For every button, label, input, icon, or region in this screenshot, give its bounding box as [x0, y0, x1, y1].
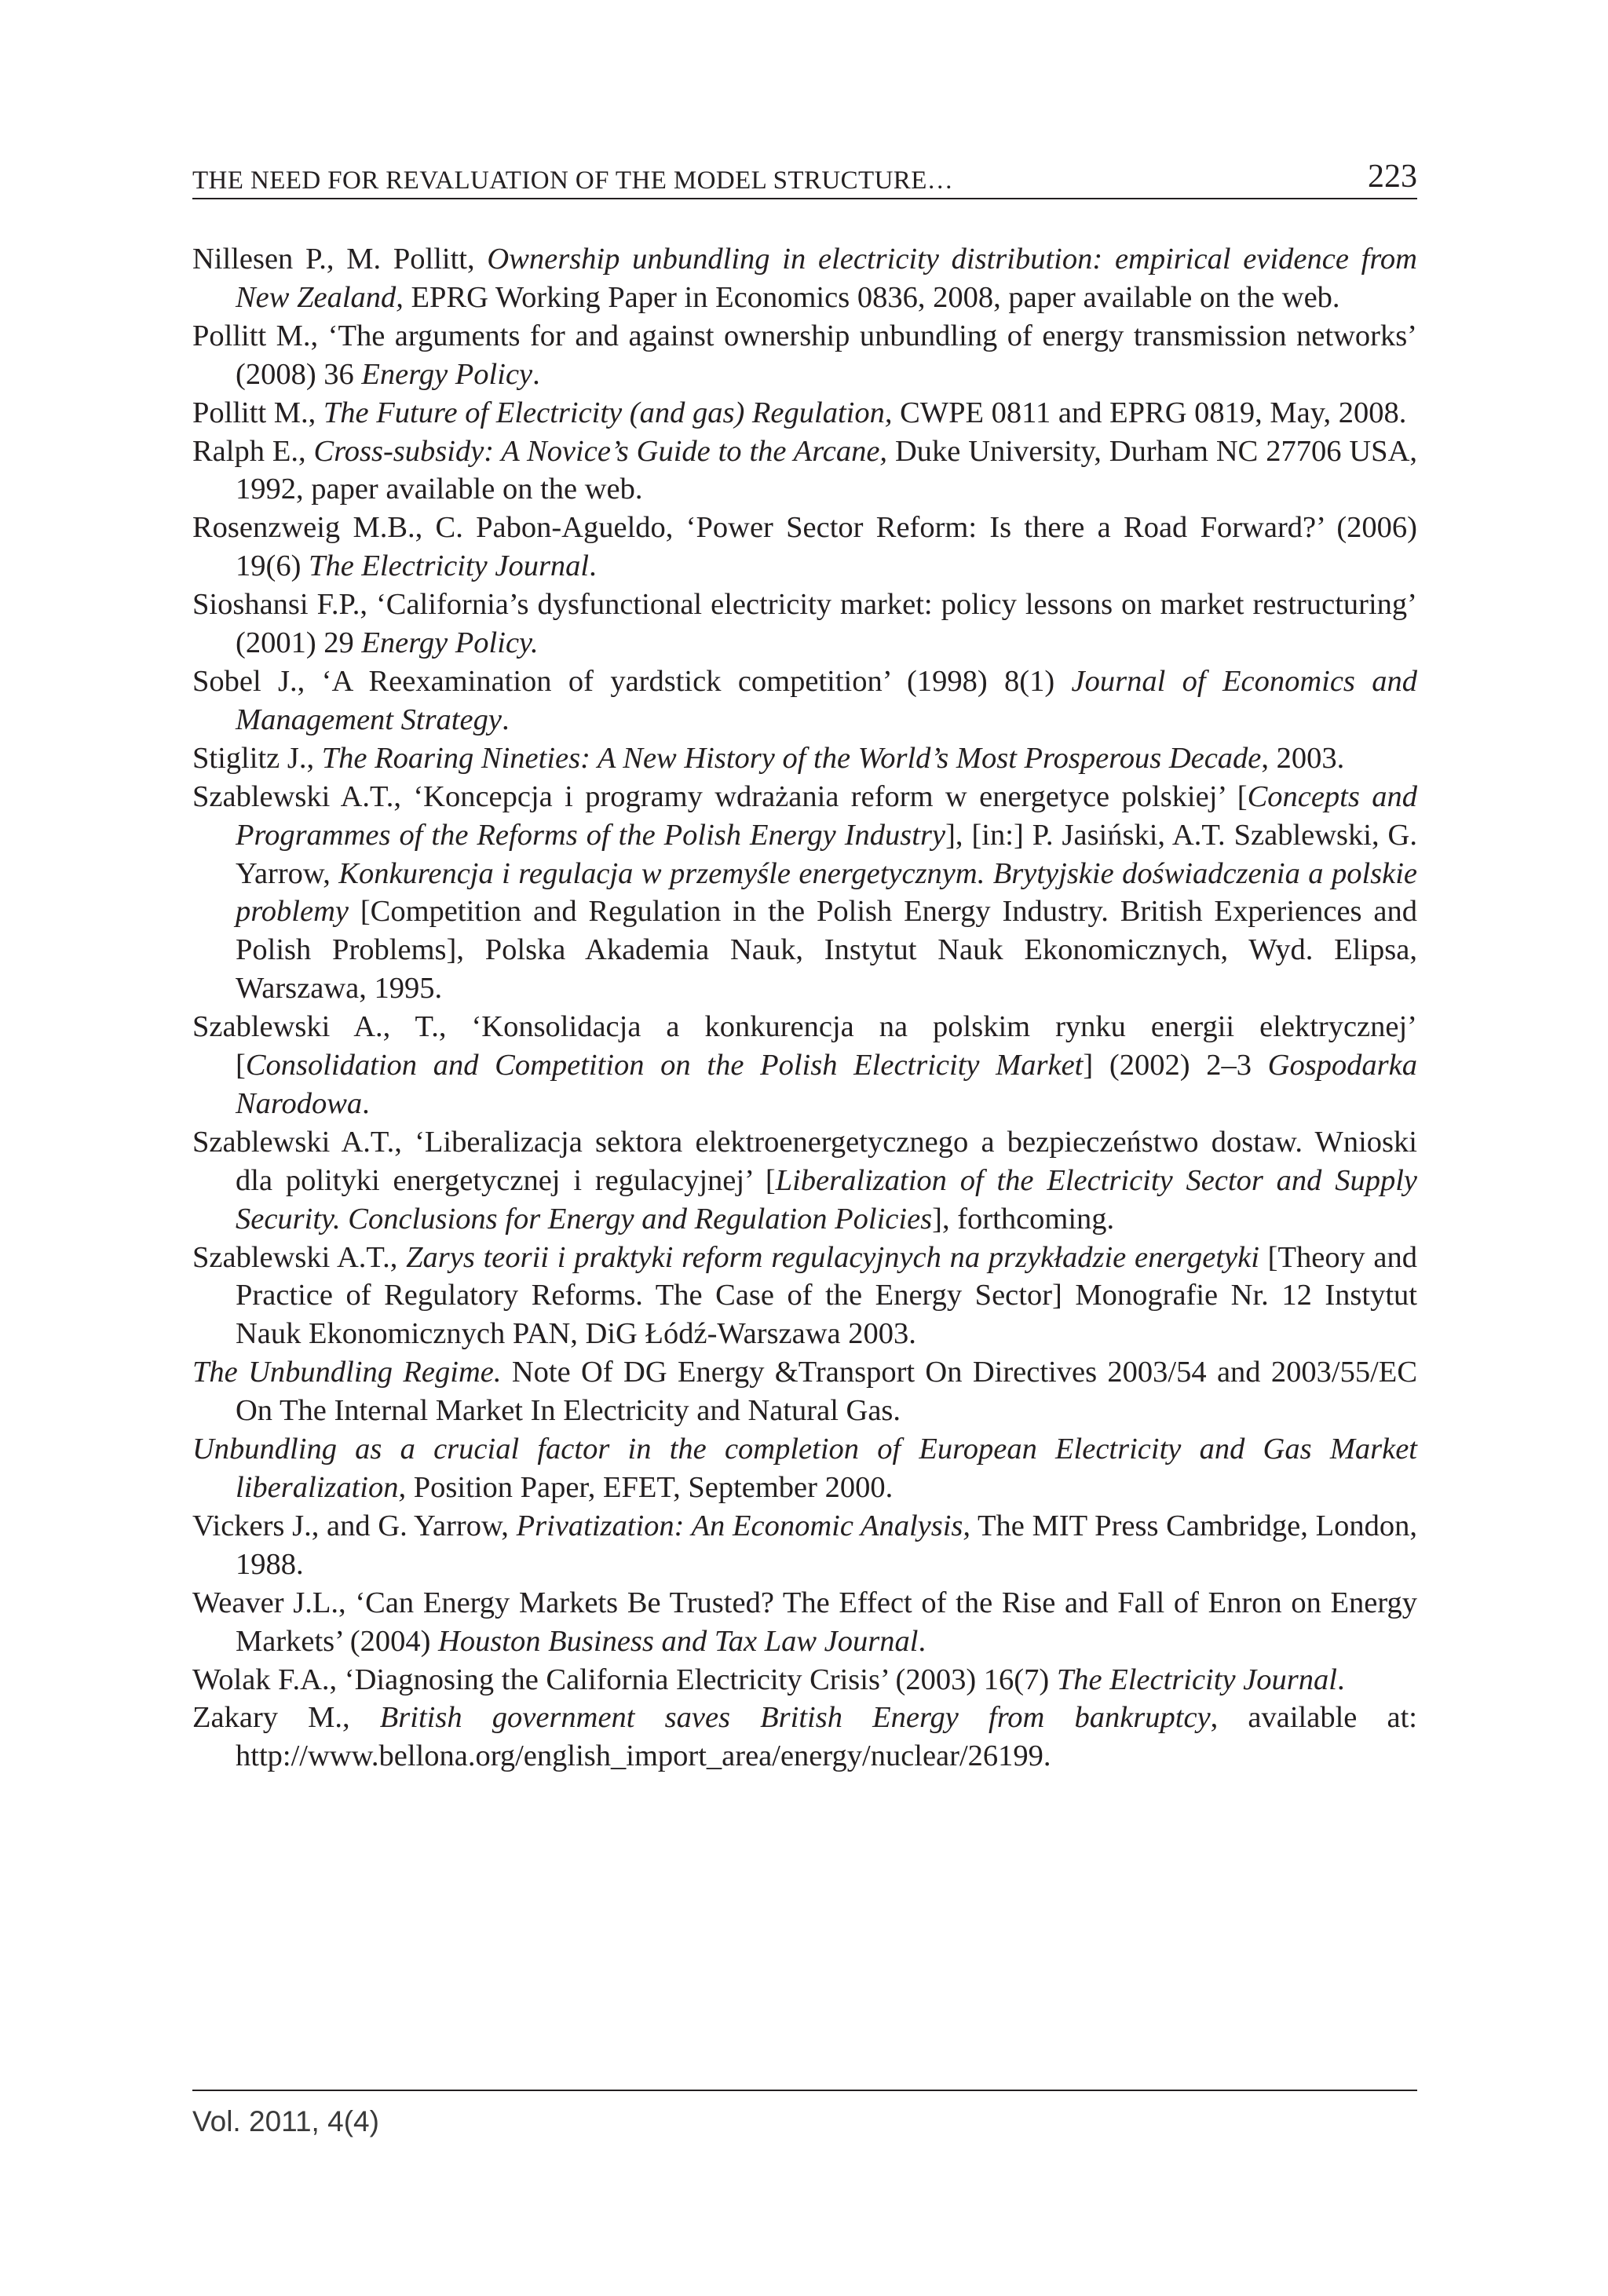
reference-text: Pollitt M.,	[192, 396, 323, 429]
reference-text: Szablewski A.T., ‘Koncepcja i programy wdrażania reform w energetyce polskiej’ [	[192, 779, 1248, 813]
reference-entry	[192, 1699, 1417, 1776]
reference-italic-text: Zarys teorii i praktyki reform regulacyjnych na przykładzie energetyki	[406, 1240, 1259, 1274]
reference-text: .	[362, 1086, 370, 1120]
running-head	[192, 154, 1417, 199]
reference-entry	[192, 586, 1417, 663]
reference-entry	[192, 240, 1417, 317]
reference-text: Rosenzweig M.B., C. Pabon-Agueldo, ‘Power Sector Reform: Is there a Road Forward?’ (2006) 19(6)	[192, 511, 1417, 583]
page-number: 223	[1368, 159, 1417, 195]
reference-entry	[192, 739, 1417, 778]
reference-italic-text: The Unbundling Regime.	[192, 1356, 502, 1389]
reference-text: Ralph E.,	[192, 434, 314, 468]
reference-entry	[192, 1239, 1417, 1354]
reference-text: ], [in:] P. Jasiński, A.T. Szablewski, G. Yarrow,	[236, 818, 1417, 890]
reference-text: Stiglitz J.,	[192, 741, 322, 775]
reference-italic-text: Consolidation and Competition on the Polish Electricity Market	[245, 1049, 1084, 1082]
reference-text: .	[918, 1624, 926, 1658]
reference-text: Weaver J.L., ‘Can Energy Markets Be Trusted? The Effect of the Rise and Fall of Enron on Energy Markets’ (2004)	[192, 1586, 1417, 1658]
reference-entry	[192, 1430, 1417, 1507]
reference-text: Szablewski A.T., ‘Liberalizacja sektora elektroenergetycznego a bezpieczeństwo dostaw. Wnioski dla polityki energetycznej i regulacyjnej’ [	[192, 1125, 1417, 1197]
reference-entry	[192, 1353, 1417, 1430]
reference-italic-text: The Roaring Nineties: A New History of the World’s Most Prosperous Decade	[321, 741, 1262, 775]
reference-entry	[192, 1507, 1417, 1584]
reference-text: EPRG Working Paper in Economics 0836, 2008, paper available on the web.	[403, 280, 1340, 314]
reference-list	[192, 240, 1417, 1776]
reference-entry	[192, 509, 1417, 586]
reference-italic-text: Cross-subsidy: A Novice’s Guide to the Arcane,	[313, 434, 888, 468]
reference-text: Sobel J., ‘A Reexamination of yardstick competition’ (1998) 8(1)	[192, 664, 1072, 698]
reference-text: Zakary M.,	[192, 1701, 380, 1735]
reference-italic-text: Energy Policy.	[361, 626, 539, 660]
reference-text: .	[501, 703, 510, 736]
footer-rule	[192, 2090, 1417, 2091]
reference-italic-text: Houston Business and Tax Law Journal	[438, 1624, 919, 1658]
reference-italic-text: The Electricity Journal	[1056, 1663, 1337, 1696]
reference-italic-text: The Electricity Journal	[309, 549, 590, 583]
reference-entry	[192, 1008, 1417, 1123]
reference-entry	[192, 394, 1417, 433]
reference-text: .	[532, 357, 540, 391]
reference-text: [Competition and Regulation in the Polish Energy Industry. British Experiences and Polish Problems], Polska Akademia Nauk, Instytut Nauk Ekonomicznych, Wyd. Elipsa, Warszawa, 1995.	[236, 895, 1417, 1006]
reference-text: Note Of DG Energy &Transport On Directives 2003/54 and 2003/55/EC On The Internal Market In Electricity and Natural Gas.	[236, 1356, 1417, 1428]
reference-entry	[192, 778, 1417, 1008]
footer-volume: Vol. 2011, 4(4)	[192, 2105, 379, 2137]
page	[192, 0, 1417, 2296]
reference-text: The MIT Press Cambridge, London, 1988.	[236, 1509, 1417, 1581]
reference-text: Nillesen P., M. Pollitt,	[192, 243, 488, 276]
reference-entry	[192, 1661, 1417, 1699]
reference-text: Szablewski A., T., ‘Konsolidacja a konkurencja na polskim rynku energii elektrycznej’ [	[192, 1010, 1417, 1082]
reference-entry	[192, 433, 1417, 509]
reference-text: ], forthcoming.	[932, 1202, 1115, 1236]
reference-text: Pollitt M., ‘The arguments for and against ownership unbundling of energy transmission networks’ (2008) 36	[192, 319, 1417, 391]
reference-entry	[192, 1123, 1417, 1239]
reference-text: Szablewski A.T.,	[192, 1240, 407, 1274]
reference-text: Vickers J., and G. Yarrow,	[192, 1509, 517, 1542]
reference-italic-text: Concepts and Programmes of the Reforms of the Polish Energy Industry	[236, 779, 1417, 852]
reference-italic-text: Privatization: An Economic Analysis,	[516, 1509, 971, 1542]
reference-italic-text: Unbundling as a crucial factor in the completion of European Electricity and Gas Market liberalization,	[192, 1433, 1417, 1504]
reference-text: CWPE 0811 and EPRG 0819, May, 2008.	[892, 396, 1407, 429]
reference-italic-text: The Future of Electricity (and gas) Regulation,	[323, 396, 893, 429]
reference-text: Sioshansi F.P., ‘California’s dysfunctional electricity market: policy lessons on market restructuring’ (2001) 29	[192, 588, 1417, 660]
running-head-title: THE NEED FOR REVALUATION OF THE MODEL STRUCTURE…	[192, 166, 954, 195]
reference-text: Wolak F.A., ‘Diagnosing the California Electricity Crisis’ (2003) 16(7)	[192, 1663, 1057, 1696]
reference-text: [Theory and Practice of Regulatory Reforms. The Case of the Energy Sector] Monografie Nr. 12 Instytut Nauk Ekonomicznych PAN, DiG Łódź-Warszawa 2003.	[236, 1240, 1417, 1351]
reference-text: Position Paper, EFET, September 2000.	[406, 1471, 894, 1504]
reference-text: ] (2002) 2–3	[1083, 1049, 1268, 1082]
reference-italic-text: Liberalization of the Electricity Sector and Supply Security. Conclusions for Energy and Regulation Policies	[236, 1163, 1417, 1236]
reference-entry	[192, 1584, 1417, 1661]
reference-italic-text: Energy Policy	[361, 357, 533, 391]
reference-text: , available at: http://www.bellona.org/english_import_area/energy/nuclear/26199.	[236, 1701, 1417, 1773]
reference-italic-text: Ownership unbundling in electricity distribution: empirical evidence from New Zealand,	[236, 243, 1417, 314]
reference-text: .	[1336, 1663, 1345, 1696]
reference-text: , 2003.	[1261, 741, 1345, 775]
reference-text: Duke University, Durham NC 27706 USA, 1992, paper available on the web.	[236, 434, 1417, 506]
reference-italic-text: Journal of Economics and Management Strategy	[236, 664, 1417, 736]
reference-entry	[192, 317, 1417, 394]
reference-italic-text: British government saves British Energy from bankruptcy	[379, 1701, 1211, 1735]
reference-italic-text: Konkurencja i regulacja w przemyśle energetycznym. Brytyjskie doświadczenia a polskie problemy	[236, 856, 1417, 929]
reference-entry	[192, 663, 1417, 739]
reference-italic-text: Gospodarka Narodowa	[236, 1049, 1417, 1120]
reference-text: .	[589, 549, 597, 583]
